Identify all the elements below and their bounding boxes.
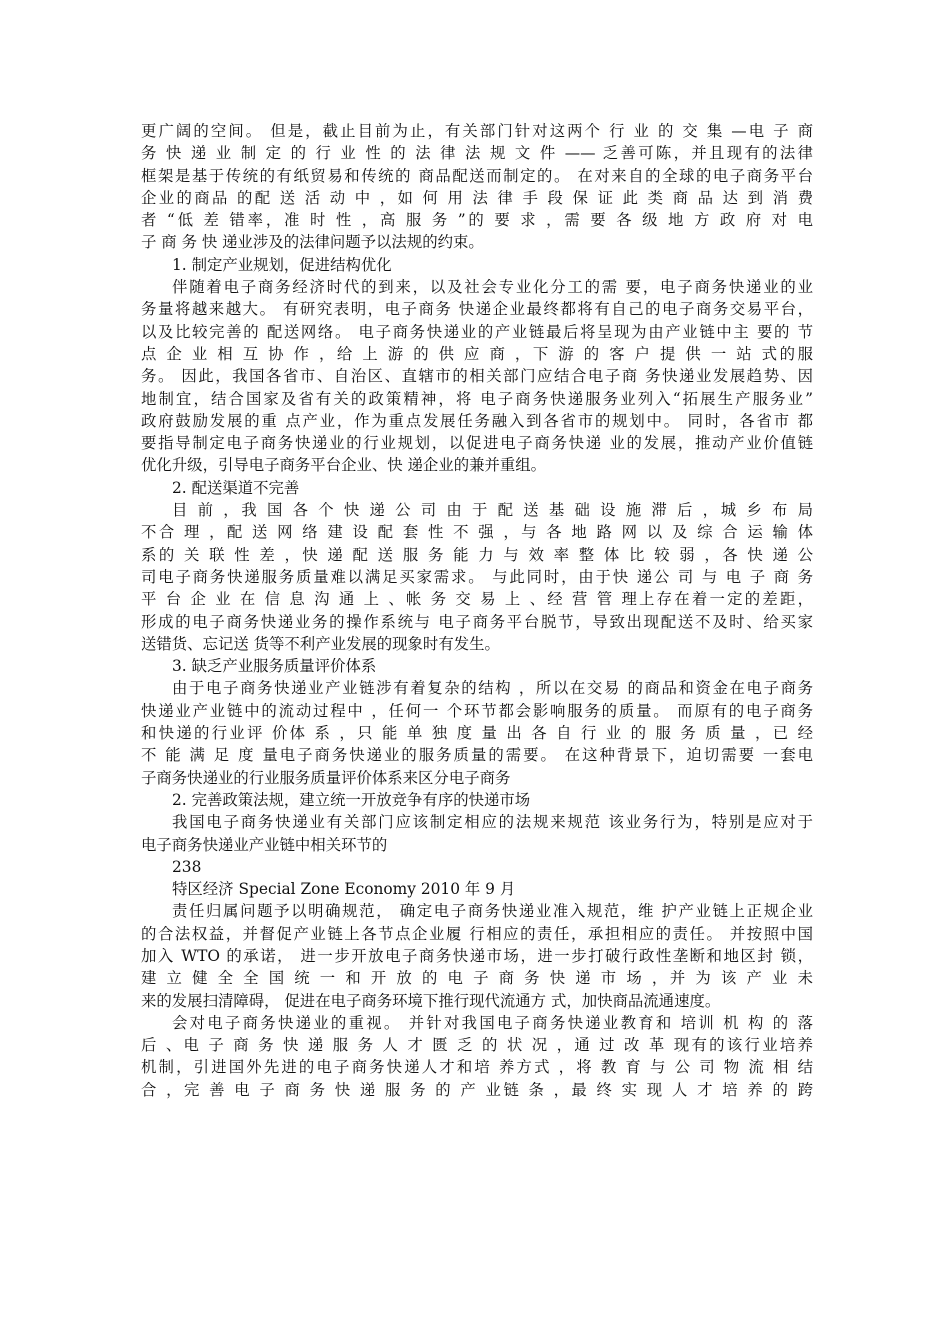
- text-line: 框架是基于传统的有纸贸易和传统的 商品配送而制定的。 在对来自的全球的电子商务平台: [141, 166, 813, 185]
- text-line: 者 “低 差 错率，准 时 性 ，高 服 务 ”的 要 求 ，需 要 各 级 地 方 政 府 对 电: [141, 211, 813, 230]
- text-line: 地制宜，结合国家及省有关的政策精神，将 电子商务快递服务业列入“拓展生产服务业”: [141, 389, 813, 408]
- body-text: [141, 120, 813, 1101]
- text-line: 我国电子商务快递业有关部门应该制定相应的法规来规范 该业务行为，特别是应对于: [172, 813, 813, 832]
- text-line: 企业的商品 的配 送 活 动 中 ，如 何 用 法 律 手 段 保 证 此 类 商 品 达 到 消 费: [141, 188, 813, 207]
- text-line: 后 、电 子 商 务 快 递 服 务 人 才 匮 乏 的 状 况 ，通 过 改 革 现有的该行业培养: [141, 1036, 813, 1055]
- text-line: 会对电子商务快递业的重视。 并针对我国电子商务快递业教育和 培训 机 构 的 落: [172, 1013, 813, 1032]
- text-line: 的合法权益，并督促产业链上各节点企业履 行相应的责任，承担相应的责任。 并按照中国: [141, 924, 813, 943]
- text-line: 政府鼓励发展的重 点产业，作为重点发展任务融入到各省市的规划中。 同时，各省市 都: [141, 411, 813, 430]
- text-line: 3. 缺乏产业服务质量评价体系: [172, 657, 377, 676]
- text-line: 快递业产业链中的流动过程中 ，任何一 个环节都会影响服务的质量。 而原有的电子商务: [141, 701, 813, 720]
- text-line: 务量将越来越大。 有研究表明，电子商务 快递企业最终都将有自己的电子商务交易平台，: [141, 300, 813, 319]
- text-line: 务 快 递 业 制 定 的 行 业 性 的 法 律 法 规 文 件 —— 乏善可陈，并且现有的法律: [141, 144, 813, 163]
- text-line: 以及比较完善的 配送网络。 电子商务快递业的产业链最后将呈现为由产业链中主 要的 节: [141, 322, 813, 341]
- text-line: 合 ，完 善 电 子 商 务 快 递 服 务 的 产 业链 条 ，最 终 实 现 人 才 培 养 的 跨: [141, 1080, 813, 1099]
- text-line: 不 能 满 足 度 量电子商务快递业的服务质量的需要。 在这种背景下，迫切需要 一套电: [141, 746, 813, 765]
- text-line: 来的发展扫清障碍， 促进在电子商务环境下推行现代流通方 式，加快商品流通速度。: [141, 991, 721, 1010]
- text-line: 建 立 健 全 全 国 统 一 和 开 放 的 电 子 商 务 快 递 市 场 ，并 为 该 产 业 未: [141, 969, 813, 988]
- text-line: 优化升级，引导电子商务平台企业、快 递企业的兼并重组。: [141, 456, 547, 475]
- text-line: 238: [172, 857, 202, 876]
- text-line: 子商务快递业的行业服务质量评价体系来区分电子商务: [141, 768, 511, 787]
- text-line: 平 台 企 业 在 信 息 沟 通 上 、帐 务 交 易 上 、经 营 管 理上存在着一定的差距，: [141, 590, 813, 609]
- text-line: 1. 制定产业规划，促进结构优化: [172, 255, 392, 274]
- text-line: 特区经济 Special Zone Economy 2010 年 9 月: [172, 880, 516, 899]
- text-line: 责任归属问题予以明确规范， 确定电子商务快递业准入规范，维 护产业链上正规企业: [172, 902, 813, 921]
- text-line: 加入 WTO 的承诺， 进一步开放电子商务快递市场，进一步打破行政性垄断和地区封 锁，: [141, 946, 813, 965]
- text-line: 点 企 业 相 互 协 作 ，给 上 游 的 供 应 商 ，下 游 的 客 户 提 供 一 站 式的服: [141, 344, 813, 363]
- text-line: 电子商务快递业产业链中相关环节的: [141, 835, 388, 854]
- text-line: 要指导制定电子商务快递业的行业规划，以促进电子商务快递 业的发展，推动产业价值链: [141, 434, 813, 453]
- text-line: 送错货、忘记送 货等不利产业发展的现象时有发生。: [141, 634, 500, 653]
- text-line: 伴随着电子商务经济时代的到来，以及社会专业化分工的需 要，电子商务快递业的业: [172, 278, 813, 297]
- text-line: 司电子商务快递服务质量难以满足买家需求。 与此同时，由于快 递公 司 与 电 子 商 务: [141, 567, 813, 586]
- text-line: 机制，引进国外先进的电子商务快递人才和培 养方式 ，将 教 育 与 公 司 物 流 相 结: [141, 1058, 813, 1077]
- text-line: 形成的电子商务快递业务的操作系统与 电子商务平台脱节，导致出现配送不及时、给买家: [141, 612, 813, 631]
- text-line: 2. 配送渠道不完善: [172, 478, 300, 497]
- text-line: 务。 因此，我国各省市、自治区、直辖市的相关部门应结合电子商 务快递业发展趋势、因: [141, 367, 813, 386]
- text-line: 更广阔的空间。 但是，截止目前为止，有关部门针对这两个 行 业 的 交 集 —电 子 商: [141, 122, 813, 140]
- text-line: 子 商 务 快 递业涉及的法律问题予以法规的约束。: [141, 233, 484, 252]
- text-line: 2. 完善政策法规，建立统一开放竞争有序的快递市场: [172, 790, 531, 809]
- text-line: 系的 关 联 性 差 ，快 递 配 送 服 务 能 力 与 效 率 整 体 比 较 弱 ，各 快 递 公: [141, 545, 813, 564]
- text-line: 由于电子商务快递业产业链涉有着复杂的结构 ，所以在交易 的商品和资金在电子商务: [172, 679, 813, 698]
- text-line: 不合 理 ，配 送 网 络 建 设 配 套 性 不 强 ，与 各 地 路 网 以 及 综 合 运 输 体: [141, 523, 813, 542]
- text-line: 目 前 ，我 国 各 个 快 递 公 司 由 于 配 送 基 础 设 施 滞 后 ，城 乡 布 局: [172, 501, 813, 520]
- text-line: 和快递的行业评 价体 系 ，只 能 单 独 度 量 出 各 自 行 业 的 服 务 质 量 ，已 经: [141, 724, 813, 743]
